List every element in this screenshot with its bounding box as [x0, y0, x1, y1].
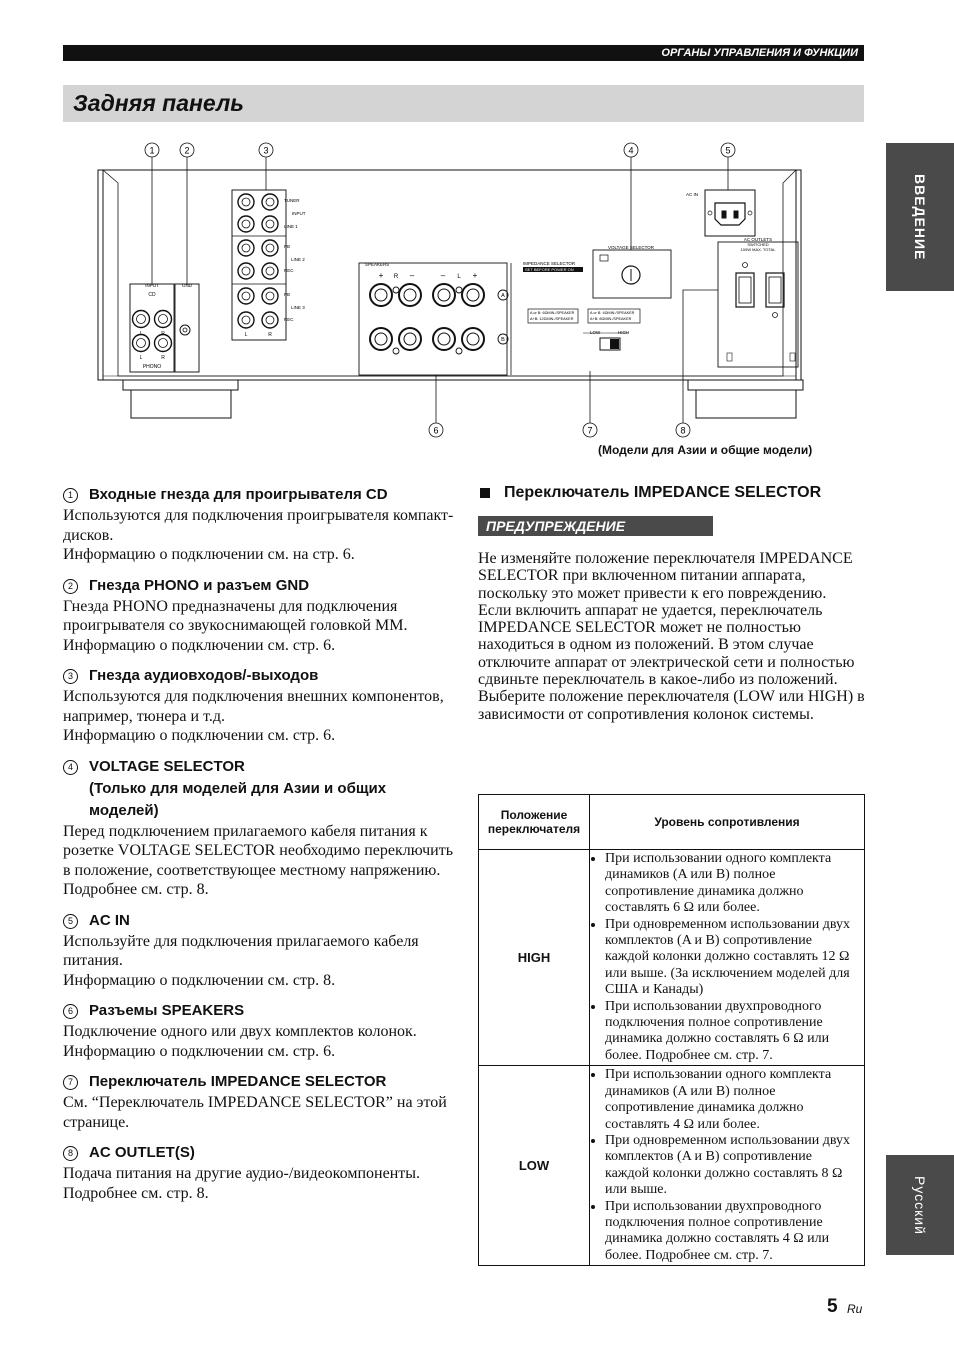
svg-text:AC OUTLETS: AC OUTLETS	[743, 237, 773, 242]
svg-text:TUNER: TUNER	[284, 198, 300, 203]
list-item	[63, 910, 458, 991]
page-number: 5	[827, 1296, 838, 1317]
page-title: Задняя панель	[63, 85, 864, 122]
item-title: VOLTAGE SELECTOR (Только для моделей для Азии и общих моделей)	[89, 757, 387, 819]
list-item	[63, 1142, 458, 1203]
svg-text:L: L	[244, 332, 248, 338]
svg-text:INPUT: INPUT	[145, 283, 159, 288]
svg-text:LINE 2: LINE 2	[291, 257, 305, 262]
list-item: • При использовании одного комплекта динамиков (A или B) полное сопротивление динамика должно составлять 6 Ω или более.	[605, 851, 858, 917]
svg-text:PB: PB	[284, 292, 291, 297]
list-item	[63, 665, 458, 746]
item-body: Используются для подключения внешних компонентов, например, тюнера и т.д. Информацию о подключении см. стр. 6.	[63, 688, 444, 744]
callout-6	[429, 423, 443, 437]
controls-list	[63, 484, 458, 1213]
item-body: Подача питания на другие аудио-/видеокомпоненты. Подробнее см. стр. 8.	[63, 1165, 420, 1202]
item-number: 8	[63, 1146, 78, 1161]
item-number: 2	[63, 579, 78, 594]
list-item: • При использовании двухпроводного подключения полное сопротивление динамика должно составлять 4 Ω или более. Подробнее см. стр. 7.	[605, 1199, 858, 1265]
table-header-position: Положение переключателя	[479, 795, 590, 850]
item-number: 3	[63, 669, 78, 684]
svg-text:1: 1	[149, 145, 155, 156]
item-number: 6	[63, 1004, 78, 1019]
svg-text:4: 4	[628, 145, 634, 156]
list-item: • При одновременном использовании двух комплектов (A и B) сопротивление каждой колонки должно составлять 8 Ω или выше.	[605, 1133, 858, 1199]
list-item: • При использовании одного комплекта динамиков (A или B) полное сопротивление динамика должно составлять 4 Ω или более.	[605, 1067, 858, 1133]
svg-text:A+B: 12ΩMIN./SPEAKER: A+B: 12ΩMIN./SPEAKER	[530, 317, 574, 321]
svg-text:+: +	[378, 271, 384, 280]
svg-text:3: 3	[263, 145, 269, 156]
list-item	[63, 1000, 458, 1061]
svg-text:LOW: LOW	[590, 330, 601, 335]
table-cell-position: LOW	[479, 1066, 590, 1266]
warning-label: ПРЕДУПРЕЖДЕНИЕ	[478, 516, 713, 536]
svg-text:REC: REC	[284, 317, 294, 322]
callout-8	[676, 423, 690, 437]
item-number: 4	[63, 760, 78, 775]
svg-text:AC IN: AC IN	[686, 192, 699, 197]
table-cell-description	[590, 850, 865, 1066]
svg-text:6: 6	[433, 425, 439, 436]
list-item	[63, 484, 458, 565]
list-item	[63, 1071, 458, 1132]
table-row	[479, 850, 865, 1066]
item-body: Используются для подключения проигрывателя компакт-дисков. Информацию о подключении см. на стр. 6.	[63, 507, 454, 563]
svg-text:SPEAKERS: SPEAKERS	[365, 262, 390, 267]
list-item	[63, 756, 458, 900]
callout-2	[180, 143, 194, 157]
item-body: Подключение одного или двух комплектов колонок. Информацию о подключении см. стр. 6.	[63, 1023, 417, 1060]
svg-text:LINE 3: LINE 3	[291, 305, 305, 310]
callout-4	[624, 143, 638, 157]
item-title: Входные гнезда для проигрывателя CD	[89, 486, 388, 503]
svg-text:PHONO: PHONO	[142, 364, 162, 370]
callout-3	[259, 143, 273, 157]
svg-text:B: B	[501, 337, 505, 343]
models-caption: (Модели для Азии и общие модели)	[598, 443, 813, 457]
section-header-bar: ОРГАНЫ УПРАВЛЕНИЯ И ФУНКЦИИ	[63, 45, 864, 61]
callout-7	[583, 423, 597, 437]
svg-text:IMPEDANCE SELECTOR: IMPEDANCE SELECTOR	[523, 261, 576, 266]
svg-text:R: R	[161, 355, 165, 361]
svg-text:CD: CD	[148, 292, 156, 298]
svg-text:REC: REC	[284, 268, 294, 273]
list-item	[63, 575, 458, 656]
svg-text:A or B: 6ΩMIN./SPEAKER: A or B: 6ΩMIN./SPEAKER	[530, 311, 575, 315]
svg-text:R: R	[161, 331, 165, 337]
svg-text:SWITCHED: SWITCHED	[747, 242, 769, 247]
table-cell-description	[590, 1066, 865, 1266]
warning-text: Не изменяйте положение переключателя IMPEDANCE SELECTOR при включенном питании аппарата, поскольку это может привести к его повреждению. Если включить аппарат не удается, переключатель IMPEDANCE SELECTOR может не полностью находиться в одном из положений. В этом случае отключите аппарат от электрической сети и полностью сдвиньте переключатель в какое-либо из положений. Выберите положение переключателя (LOW или HIGH) в зависимости от сопротивления колонок системы.	[478, 550, 865, 723]
callout-1	[145, 143, 159, 157]
side-tab-language[interactable]: Русский	[886, 1155, 954, 1255]
item-title: AC IN	[89, 911, 130, 929]
svg-text:A: A	[501, 293, 505, 299]
item-number: 1	[63, 488, 78, 503]
item-number: 5	[63, 914, 78, 929]
svg-text:L: L	[457, 274, 461, 280]
item-body: Перед подключением прилагаемого кабеля питания к розетке VOLTAGE SELECTOR необходимо переключить в положение, соответствующее местному напряжению. Подробнее см. стр. 8.	[63, 822, 453, 898]
table-header-row	[479, 795, 865, 850]
svg-text:7: 7	[587, 425, 593, 436]
svg-text:A+B: 8ΩMIN./SPEAKER: A+B: 8ΩMIN./SPEAKER	[590, 317, 632, 321]
svg-text:R: R	[393, 274, 399, 280]
impedance-heading: Переключатель IMPEDANCE SELECTOR	[478, 484, 865, 502]
table-header-level: Уровень сопротивления	[590, 795, 865, 850]
side-tab-intro[interactable]: ВВЕДЕНИЕ	[886, 143, 954, 291]
svg-text:L: L	[139, 331, 143, 337]
svg-text:+: +	[472, 271, 478, 280]
item-number: 7	[63, 1075, 78, 1090]
svg-text:HIGH: HIGH	[618, 330, 630, 335]
page-language-code: Ru	[847, 1302, 863, 1316]
list-item: • При использовании двухпроводного подключения полное сопротивление динамика должно составлять 6 Ω или более. Подробнее см. стр. 7.	[605, 999, 858, 1065]
svg-text:2: 2	[184, 145, 190, 156]
list-item: • При одновременном использовании двух комплектов (A и B) сопротивление каждой колонки должно составлять 12 Ω или выше. (За исключением моделей для США и Канады)	[605, 917, 858, 999]
table-cell-position: HIGH	[479, 850, 590, 1066]
svg-text:–: –	[440, 271, 446, 280]
item-title: Гнезда PHONO и разъем GND	[89, 576, 310, 594]
svg-text:LINE 1: LINE 1	[284, 224, 298, 229]
square-bullet-icon	[480, 488, 490, 498]
impedance-section	[478, 484, 865, 723]
svg-text:–: –	[409, 271, 415, 280]
callout-5	[721, 143, 735, 157]
svg-text:A or B: 4ΩMIN./SPEAKER: A or B: 4ΩMIN./SPEAKER	[590, 311, 635, 315]
svg-text:GND: GND	[182, 283, 192, 288]
item-title: AC OUTLET(S)	[89, 1144, 195, 1161]
svg-text:100W MAX. TOTAL: 100W MAX. TOTAL	[740, 247, 776, 252]
impedance-table	[478, 794, 865, 1266]
item-title: Переключатель IMPEDANCE SELECTOR	[89, 1073, 387, 1090]
svg-text:PB: PB	[284, 244, 291, 249]
svg-text:8: 8	[680, 425, 686, 436]
item-body: Используйте для подключения прилагаемого кабеля питания. Информацию о подключении см. стр. 8.	[63, 932, 419, 989]
svg-text:INPUT: INPUT	[292, 211, 306, 216]
svg-text:SET BEFORE POWER ON: SET BEFORE POWER ON	[525, 267, 574, 272]
item-body: Гнезда PHONO предназначены для подключения проигрывателя со звукоснимающей головкой MM. Информацию о подключении см. стр. 6.	[63, 597, 408, 654]
rear-panel-diagram	[63, 138, 863, 438]
table-row	[479, 1066, 865, 1266]
svg-text:R: R	[268, 332, 272, 338]
svg-text:L: L	[139, 355, 143, 361]
item-title: Гнезда аудиовходов/-выходов	[89, 667, 319, 684]
item-body: См. “Переключатель IMPEDANCE SELECTOR” на этой странице.	[63, 1094, 447, 1131]
svg-text:VOLTAGE SELECTOR: VOLTAGE SELECTOR	[607, 245, 655, 250]
item-title: Разъемы SPEAKERS	[89, 1002, 245, 1019]
svg-text:5: 5	[725, 145, 731, 156]
